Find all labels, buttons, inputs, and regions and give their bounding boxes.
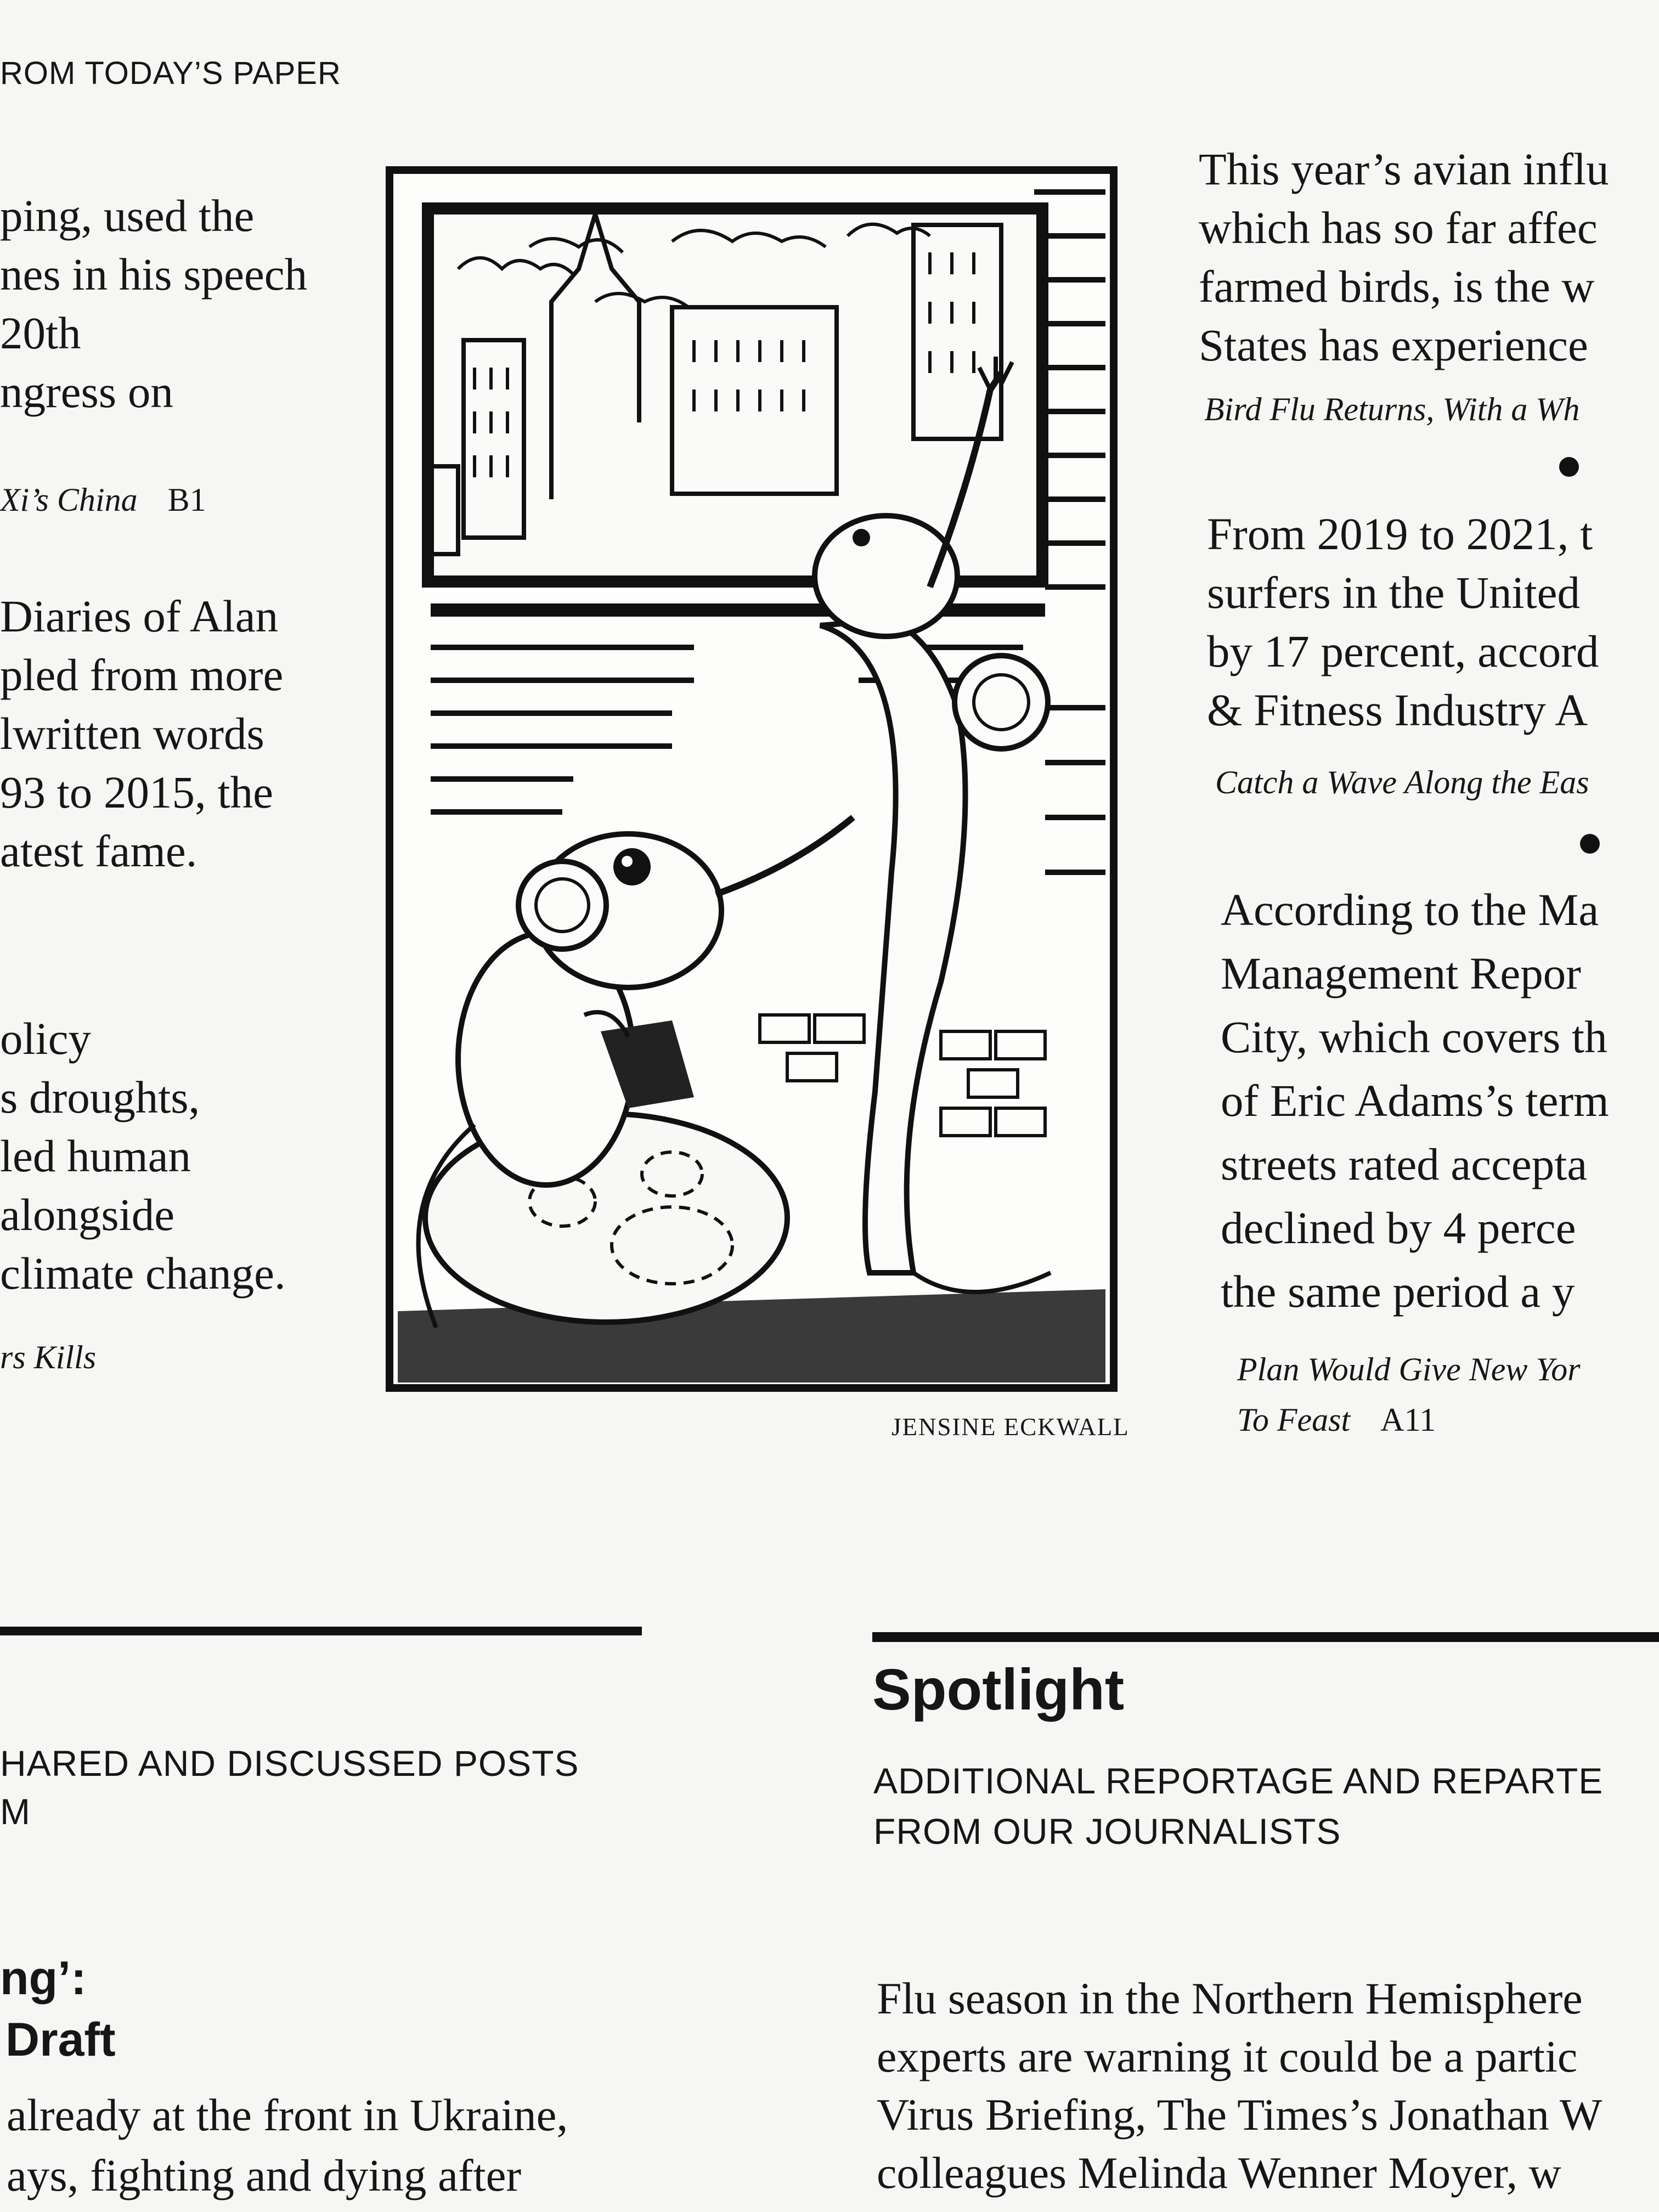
text-line: atest fame. xyxy=(0,826,198,876)
ref-title-line: Plan Would Give New Yor xyxy=(1237,1351,1581,1387)
text-line: pled from more xyxy=(0,650,284,700)
subtitle-line: ADDITIONAL REPORTAGE AND REPARTE xyxy=(873,1760,1604,1801)
text-line: According to the Ma xyxy=(1221,884,1599,935)
ref-page: A11 xyxy=(1380,1402,1436,1438)
right-item-1 xyxy=(1199,140,1609,375)
text-line: surfers in the United xyxy=(1207,567,1580,618)
headline-line: ng’: xyxy=(0,1952,87,2005)
subtitle-line: FROM OUR JOURNALISTS xyxy=(873,1811,1341,1852)
bullet-separator xyxy=(1559,457,1579,477)
section-rule-right xyxy=(872,1632,1659,1642)
left-item-2 xyxy=(0,587,283,881)
text-line: States has experience xyxy=(1199,320,1588,370)
illustration xyxy=(365,159,1133,1399)
standing-mouse-eye xyxy=(853,529,870,546)
text-line: Diaries of Alan xyxy=(0,591,279,641)
left-item-3-ref: rs Kills xyxy=(0,1339,97,1375)
mice-illustration xyxy=(365,159,1133,1399)
text-line: which has so far affec xyxy=(1199,202,1598,253)
text-line: 20th xyxy=(0,308,81,358)
text-line: led human xyxy=(0,1131,191,1181)
text-line: alongside xyxy=(0,1189,175,1240)
text-line: nes in his speech xyxy=(0,249,308,300)
window-sill xyxy=(431,603,1045,617)
right-item-1-ref: Bird Flu Returns, With a Wh xyxy=(1204,391,1580,427)
section-header: ROM TODAY’S PAPER xyxy=(0,55,341,91)
text-line: colleagues Melinda Wenner Moyer, w xyxy=(877,2148,1561,2198)
text-line: declined by 4 perce xyxy=(1221,1203,1576,1253)
left-item-3 xyxy=(0,1009,286,1303)
text-line: of Eric Adams’s term xyxy=(1221,1075,1609,1126)
text-line: lwritten words xyxy=(0,708,264,759)
text-line: climate change. xyxy=(0,1248,286,1299)
kicker-line: M xyxy=(0,1791,31,1832)
text-line: Virus Briefing, The Times’s Jonathan W xyxy=(877,2090,1602,2140)
standing-mouse-ear xyxy=(955,656,1048,749)
text-line: streets rated accepta xyxy=(1221,1139,1588,1189)
spotlight-body xyxy=(877,1970,1602,2202)
text-line: the same period a y xyxy=(1221,1266,1575,1317)
text-line: ping, used the xyxy=(0,190,255,241)
photo-credit: JENSINE ECKWALL xyxy=(891,1413,1130,1441)
text-line: olicy xyxy=(0,1013,91,1064)
ref-title-line xyxy=(1237,1395,1581,1445)
text-line: This year’s avian influ xyxy=(1199,144,1609,194)
bottom-left-headline xyxy=(0,1948,116,2070)
sitting-mouse-eye-shine xyxy=(622,856,633,867)
text-line: experts are warning it could be a partic xyxy=(877,2032,1578,2081)
right-item-2 xyxy=(1207,505,1599,740)
right-item-3-ref xyxy=(1237,1344,1581,1445)
right-item-3 xyxy=(1221,878,1609,1323)
headline-line: Draft xyxy=(5,2013,116,2066)
sitting-mouse-eye xyxy=(613,848,651,885)
section-rule-left xyxy=(0,1627,642,1635)
ref-title: Xi’s China xyxy=(0,482,138,518)
text-line: Flu season in the Northern Hemisphere xyxy=(877,1973,1583,2023)
kicker-line: HARED AND DISCUSSED POSTS xyxy=(0,1743,579,1784)
text-line: & Fitness Industry A xyxy=(1207,685,1588,735)
left-item-1-ref xyxy=(0,475,206,525)
text-line: farmed birds, is the w xyxy=(1199,261,1595,312)
spotlight-title: Spotlight xyxy=(872,1657,1125,1722)
sitting-mouse-ear xyxy=(518,861,606,949)
right-item-2-ref: Catch a Wave Along the Eas xyxy=(1215,764,1589,800)
text-line: ngress on xyxy=(0,366,173,417)
text-line: s droughts, xyxy=(0,1072,200,1122)
text-line: already at the front in Ukraine, xyxy=(7,2090,568,2140)
left-item-1 xyxy=(0,187,307,421)
ref-title: To Feast xyxy=(1237,1402,1351,1438)
text-line: ays, fighting and dying after xyxy=(7,2150,522,2200)
bullet-separator xyxy=(1580,834,1600,854)
text-line: Management Repor xyxy=(1221,948,1581,998)
text-line: 93 to 2015, the xyxy=(0,767,273,817)
bottom-left-kicker xyxy=(0,1739,579,1836)
text-line: From 2019 to 2021, t xyxy=(1207,509,1593,559)
bottom-left-body xyxy=(7,2085,568,2205)
spotlight-subtitle xyxy=(873,1756,1603,1857)
text-line: City, which covers th xyxy=(1221,1012,1607,1062)
text-line: by 17 percent, accord xyxy=(1207,626,1599,676)
ref-page: B1 xyxy=(167,482,206,518)
